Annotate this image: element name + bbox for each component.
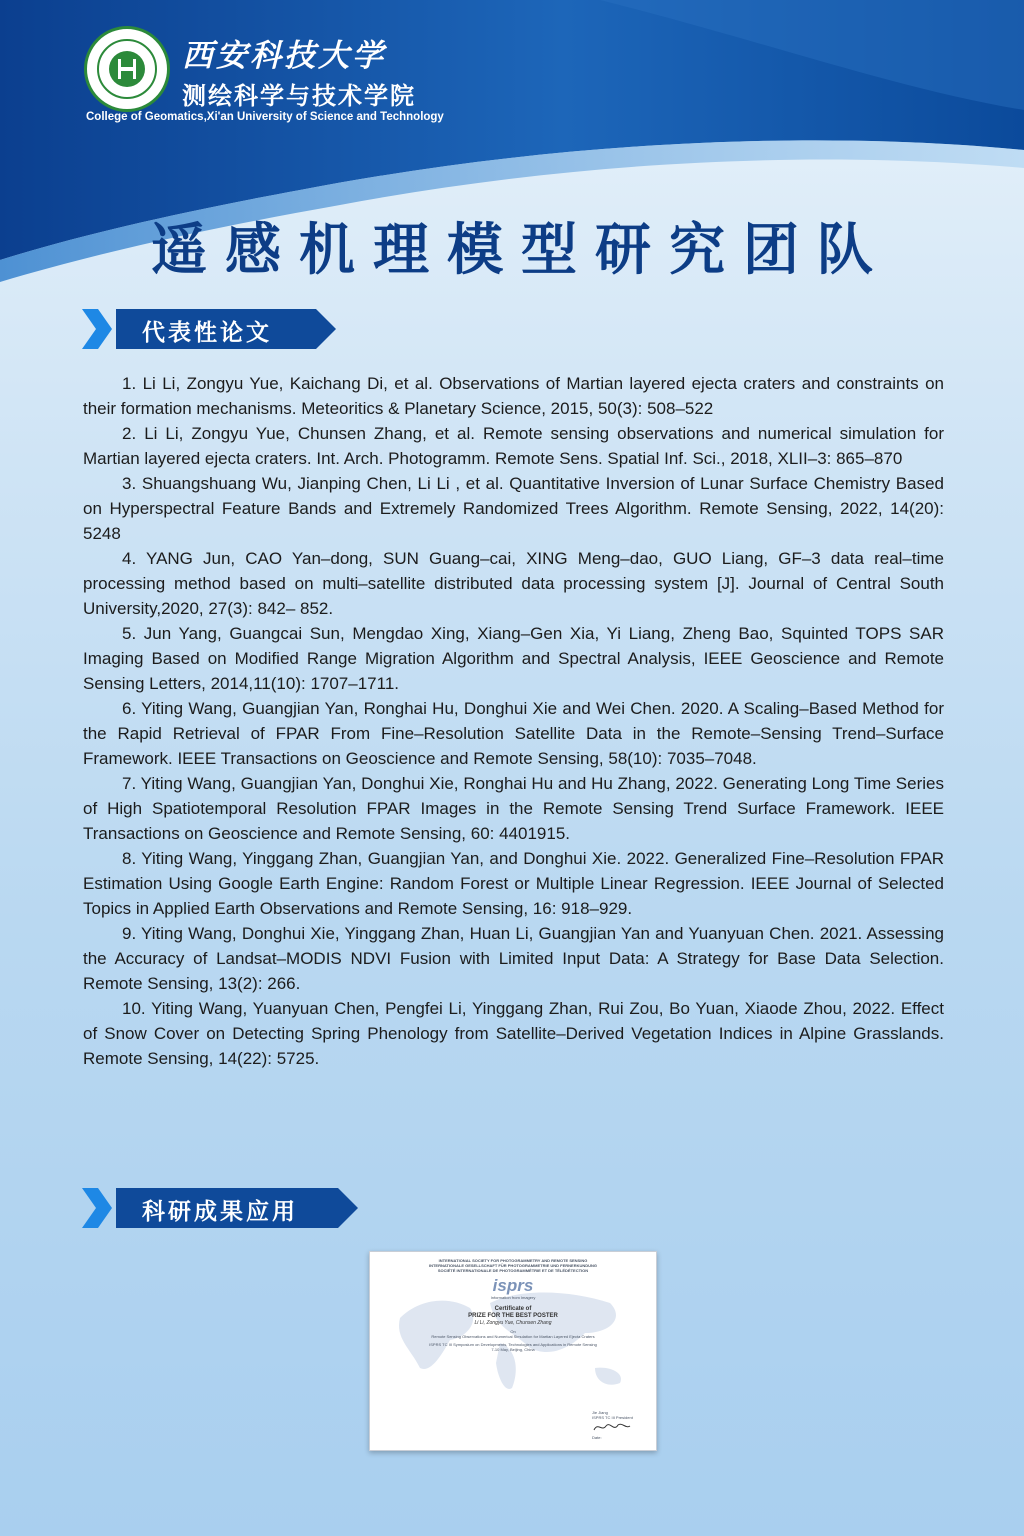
cert-on: On (510, 1329, 516, 1334)
cert-symposium: ISPRS TC III Symposium on Developments, Technologies and Applications in Remote Sensing (429, 1342, 597, 1347)
list-item: 3. Shuangshuang Wu, Jianping Chen, Li Li , et al. Quantitative Inversion of Lunar Surface Chemistry Based on Hyperspectral Feature Bands and Extremely Randomized Trees Algorithm. Remote Sensing, 2022, 14(20): 5248 (83, 474, 944, 543)
list-item: 8. Yiting Wang, Yinggang Zhan, Guangjian Yan, and Donghui Xie. 2022. Generalized Fine–Resolution FPAR Estimation Using Google Earth Engine: Random Forest or Multiple Linear Regression. IEEE Journal of Selected Topics in Applied Earth Observations and Remote Sensing, 16: 918–929. (83, 849, 944, 918)
university-name: 西安科技大学 (182, 38, 386, 74)
list-item: 4. YANG Jun, CAO Yan–dong, SUN Guang–cai, XING Meng–dao, GUO Liang, GF–3 data real–time processing method based on multi–satellite distributed data processing system [J]. Journal of Central South University,2020, 27(3): 842– 852. (83, 549, 944, 618)
cert-org-fr: SOCIÉTÉ INTERNATIONALE DE PHOTOGRAMMÉTRIE ET DE TÉLÉDÉTECTION (437, 1268, 589, 1273)
section-title: 科研成果应用 (142, 1199, 298, 1225)
isprs-logo: isprs (492, 1276, 534, 1295)
paper-list (83, 371, 944, 1071)
list-item: 5. Jun Yang, Guangcai Sun, Mengdao Xing, Xiang–Gen Xia, Yi Liang, Zheng Bao, Squinted TOPS SAR Imaging Based on Modified Range Migration Algorithm and Spectral Analysis, IEEE Geoscience and Remote Sensing Letters, 2014,11(10): 1707–1711. (83, 624, 944, 693)
cert-org-de: INTERNATIONALE GESELLSCHAFT FÜR PHOTOGRAMMETRIE UND FERNERKUNDUNG (428, 1263, 598, 1268)
list-item: 10. Yiting Wang, Yuanyuan Chen, Pengfei Li, Yinggang Zhan, Rui Zou, Bo Yuan, Xiaode Zhou, 2022. Effect of Snow Cover on Detecting Spring Phenology from Satellite–Derived Vegetation Indices in Alpine Grasslands. Remote Sensing, 14(22): 5725. (83, 999, 944, 1068)
page-title: 遥感机理模型研究团队 (151, 218, 891, 283)
cert-poster-title: Remote Sensing Observations and Numerical Simulation for Martian Layered Ejecta Craters (431, 1334, 595, 1339)
section-title: 代表性论文 (142, 320, 272, 346)
list-item: 1. Li Li, Zongyu Yue, Kaichang Di, et al. Observations of Martian layered ejecta craters and constraints on their formation mechanisms. Meteoritics & Planetary Science, 2015, 50(3): 508–522 (83, 374, 944, 418)
cert-signature-block (592, 1410, 652, 1440)
section-header-papers (80, 306, 338, 352)
list-item: 9. Yiting Wang, Donghui Xie, Yinggang Zhan, Huan Li, Guangjian Yan and Yuanyuan Chen. 2021. Assessing the Accuracy of Landsat–MODIS NDVI Fusion with Limited Input Data: A Strategy for Base Data Selection. Remote Sensing, 13(2): 266. (83, 924, 944, 993)
cert-date-place: 7-10 May, Beijing, China (491, 1347, 535, 1352)
cert-prize: PRIZE FOR THE BEST POSTER (468, 1313, 558, 1319)
list-item: 2. Li Li, Zongyu Yue, Chunsen Zhang, et al. Remote sensing observations and numerical simulation for Martian layered ejecta craters. Int. Arch. Photogramm. Remote Sens. Spatial Inf. Sci., 2018, XLII–3: 865–870 (83, 424, 944, 468)
cert-org-en: INTERNATIONAL SOCIETY FOR PHOTOGRAMMETRY AND REMOTE SENSING (438, 1258, 588, 1263)
cert-signer-title: ISPRS TC III President (592, 1415, 633, 1420)
list-item: 6. Yiting Wang, Guangjian Yan, Ronghai Hu, Donghui Xie and Wei Chen. 2020. A Scaling–Based Method for the Rapid Retrieval of FPAR From Fine–Resolution Satellite Data in the Remote–Sensing Trend–Surface Framework. IEEE Transactions on Geoscience and Remote Sensing, 58(10): 7035–7048. (83, 699, 944, 768)
handwritten-signature (592, 1420, 632, 1434)
list-item: 7. Yiting Wang, Guangjian Yan, Donghui Xie, Ronghai Hu and Hu Zhang, 2022. Generating Long Time Series of High Spatiotemporal Resolution FPAR Images in the Remote Sensing Trend Surface Framework. IEEE Transactions on Geoscience and Remote Sensing, 60: 4401915. (83, 774, 944, 843)
college-name-en: College of Geomatics,Xi'an University of Science and Technology (86, 111, 444, 123)
certificate-image (369, 1251, 657, 1451)
cert-recipients: Li Li, Zongyu Yue, Chunsen Zhang (474, 1320, 552, 1326)
cert-heading: Certificate of (494, 1306, 532, 1312)
cert-date-label: Date: (592, 1435, 602, 1440)
section-header-applications (80, 1185, 360, 1231)
college-name: 测绘科学与技术学院 (182, 83, 416, 110)
university-logo-icon (84, 26, 170, 112)
cert-tagline: Information from Imagery (490, 1295, 536, 1300)
cert-signer: Jie Jiang (592, 1410, 608, 1415)
logo-core (109, 51, 145, 87)
